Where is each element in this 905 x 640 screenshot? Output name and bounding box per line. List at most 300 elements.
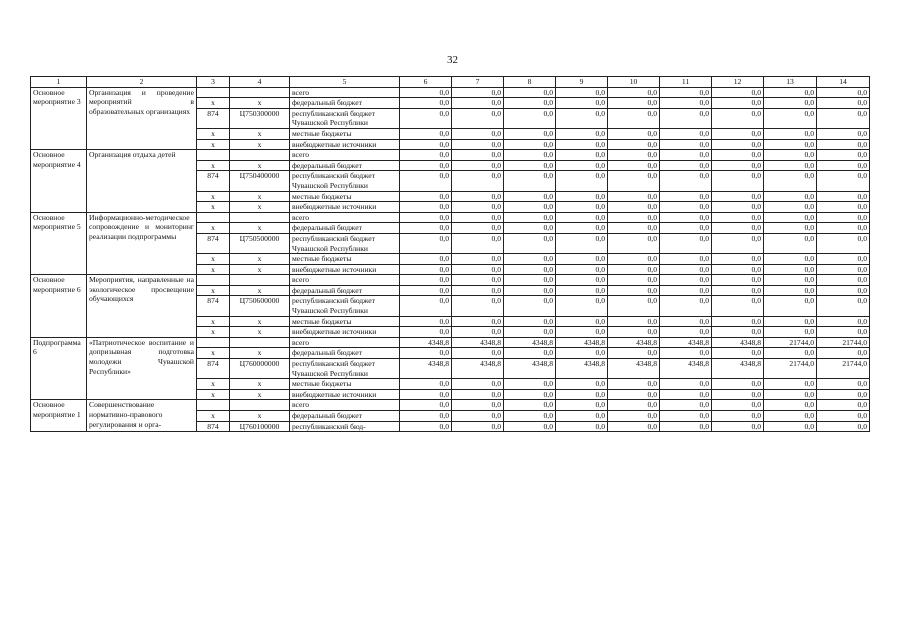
amount-cell: 0,0 [556, 171, 608, 191]
amount-cell: 4348,8 [556, 359, 608, 379]
amount-cell: 0,0 [608, 150, 660, 161]
amount-cell: 0,0 [608, 171, 660, 191]
amount-cell: 4348,8 [608, 359, 660, 379]
amount-cell: 0,0 [608, 285, 660, 296]
amount-cell: 0,0 [764, 128, 817, 139]
amount-cell: 0,0 [400, 285, 452, 296]
funding-source: всего [290, 400, 400, 411]
target-article-code: Ц760000000 [230, 359, 290, 379]
grbs-code: x [197, 285, 230, 296]
amount-cell: 0,0 [764, 389, 817, 400]
amount-cell: 0,0 [400, 139, 452, 150]
target-article-code [230, 337, 290, 348]
funding-source: республиканский бюд- [290, 421, 400, 432]
amount-cell: 0,0 [764, 285, 817, 296]
funding-source: всего [290, 150, 400, 161]
amount-cell: 0,0 [608, 254, 660, 265]
amount-cell: 0,0 [452, 400, 504, 411]
amount-cell: 0,0 [400, 275, 452, 286]
amount-cell: 0,0 [660, 348, 712, 359]
amount-cell: 0,0 [400, 87, 452, 98]
grbs-code: x [197, 379, 230, 390]
amount-cell: 0,0 [556, 160, 608, 171]
funding-source: федеральный бюджет [290, 160, 400, 171]
amount-cell: 0,0 [400, 400, 452, 411]
amount-cell: 0,0 [556, 98, 608, 109]
amount-cell: 4348,8 [504, 337, 556, 348]
header-cell: 1 [31, 77, 87, 88]
grbs-code [197, 337, 230, 348]
amount-cell: 0,0 [400, 411, 452, 422]
target-article-code: Ц750500000 [230, 233, 290, 253]
amount-cell: 0,0 [504, 316, 556, 327]
amount-cell: 0,0 [660, 411, 712, 422]
amount-cell: 4348,8 [504, 359, 556, 379]
amount-cell: 4348,8 [712, 359, 764, 379]
funding-source: республиканский бюджет Чувашской Республики [290, 359, 400, 379]
amount-cell: 0,0 [556, 379, 608, 390]
header-cell: 9 [556, 77, 608, 88]
amount-cell: 0,0 [660, 400, 712, 411]
amount-cell: 0,0 [452, 389, 504, 400]
amount-cell: 0,0 [660, 264, 712, 275]
target-article-code: x [230, 389, 290, 400]
amount-cell: 0,0 [764, 139, 817, 150]
amount-cell: 0,0 [400, 171, 452, 191]
amount-cell: 0,0 [504, 421, 556, 432]
amount-cell: 0,0 [660, 296, 712, 316]
amount-cell: 0,0 [400, 296, 452, 316]
amount-cell: 0,0 [452, 411, 504, 422]
amount-cell: 0,0 [660, 223, 712, 234]
grbs-code: 874 [197, 108, 230, 128]
target-article-code: x [230, 316, 290, 327]
grbs-code: x [197, 139, 230, 150]
amount-cell: 0,0 [452, 128, 504, 139]
page-number: 32 [447, 54, 458, 66]
grbs-code: x [197, 191, 230, 202]
funding-source: всего [290, 275, 400, 286]
amount-cell: 4348,8 [608, 337, 660, 348]
amount-cell: 0,0 [817, 275, 870, 286]
amount-cell: 0,0 [660, 389, 712, 400]
amount-cell: 0,0 [712, 139, 764, 150]
funding-source: республиканский бюджет Чувашской Республики [290, 108, 400, 128]
funding-source: местные бюджеты [290, 191, 400, 202]
amount-cell: 0,0 [504, 223, 556, 234]
amount-cell: 0,0 [712, 160, 764, 171]
amount-cell: 0,0 [712, 400, 764, 411]
amount-cell: 0,0 [556, 254, 608, 265]
amount-cell: 4348,8 [712, 337, 764, 348]
amount-cell: 0,0 [660, 108, 712, 128]
amount-cell: 0,0 [452, 233, 504, 253]
amount-cell: 0,0 [556, 139, 608, 150]
amount-cell: 0,0 [556, 275, 608, 286]
table-body [31, 87, 870, 432]
amount-cell: 0,0 [452, 285, 504, 296]
target-article-code: Ц750600000 [230, 296, 290, 316]
amount-cell: 0,0 [660, 316, 712, 327]
amount-cell: 0,0 [400, 212, 452, 223]
activity-label: Основное мероприятие 6 [31, 275, 87, 338]
funding-source: федеральный бюджет [290, 98, 400, 109]
amount-cell: 0,0 [452, 98, 504, 109]
amount-cell: 0,0 [764, 254, 817, 265]
amount-cell: 0,0 [817, 400, 870, 411]
header-cell: 2 [87, 77, 197, 88]
amount-cell: 0,0 [764, 348, 817, 359]
amount-cell: 0,0 [400, 421, 452, 432]
header-cell: 11 [660, 77, 712, 88]
amount-cell: 4348,8 [660, 359, 712, 379]
amount-cell: 0,0 [712, 411, 764, 422]
activity-label: Основное мероприятие 5 [31, 212, 87, 275]
amount-cell: 0,0 [504, 191, 556, 202]
amount-cell: 0,0 [400, 254, 452, 265]
amount-cell: 0,0 [712, 389, 764, 400]
target-article-code: x [230, 139, 290, 150]
grbs-code: x [197, 254, 230, 265]
activity-description: Организация и проведение мероприятий в образовательных организациях [87, 87, 197, 150]
amount-cell: 0,0 [556, 264, 608, 275]
amount-cell: 0,0 [556, 327, 608, 338]
amount-cell: 0,0 [504, 327, 556, 338]
amount-cell: 0,0 [452, 379, 504, 390]
amount-cell: 0,0 [504, 160, 556, 171]
amount-cell: 0,0 [608, 348, 660, 359]
target-article-code: x [230, 327, 290, 338]
amount-cell: 0,0 [556, 128, 608, 139]
amount-cell: 0,0 [608, 275, 660, 286]
amount-cell: 0,0 [660, 379, 712, 390]
amount-cell: 0,0 [608, 389, 660, 400]
grbs-code: x [197, 264, 230, 275]
activity-label: Основное мероприятие 3 [31, 87, 87, 150]
amount-cell: 0,0 [400, 191, 452, 202]
target-article-code: x [230, 160, 290, 171]
grbs-code: x [197, 348, 230, 359]
amount-cell: 0,0 [660, 202, 712, 213]
table-row [31, 150, 870, 161]
funding-source: республиканский бюджет Чувашской Республики [290, 296, 400, 316]
header-cell: 3 [197, 77, 230, 88]
amount-cell: 0,0 [400, 108, 452, 128]
funding-source: всего [290, 337, 400, 348]
amount-cell: 0,0 [452, 316, 504, 327]
amount-cell: 0,0 [764, 233, 817, 253]
funding-source: внебюджетные источники [290, 327, 400, 338]
funding-source: местные бюджеты [290, 379, 400, 390]
amount-cell: 0,0 [817, 202, 870, 213]
amount-cell: 0,0 [660, 139, 712, 150]
amount-cell: 0,0 [608, 233, 660, 253]
amount-cell: 0,0 [556, 411, 608, 422]
amount-cell: 0,0 [556, 296, 608, 316]
amount-cell: 0,0 [712, 327, 764, 338]
amount-cell: 0,0 [504, 411, 556, 422]
target-article-code: x [230, 411, 290, 422]
grbs-code: 874 [197, 359, 230, 379]
activity-description: Совершенствование нормативно-правового регулирования и орга- [87, 400, 197, 432]
amount-cell: 0,0 [660, 421, 712, 432]
amount-cell: 0,0 [608, 160, 660, 171]
amount-cell: 0,0 [452, 275, 504, 286]
amount-cell: 0,0 [817, 389, 870, 400]
amount-cell: 0,0 [817, 191, 870, 202]
amount-cell: 0,0 [452, 191, 504, 202]
amount-cell: 21744,0 [764, 337, 817, 348]
amount-cell: 0,0 [764, 275, 817, 286]
amount-cell: 0,0 [452, 421, 504, 432]
amount-cell: 0,0 [712, 264, 764, 275]
amount-cell: 4348,8 [660, 337, 712, 348]
funding-source: внебюджетные источники [290, 389, 400, 400]
header-cell: 13 [764, 77, 817, 88]
amount-cell: 0,0 [660, 254, 712, 265]
funding-source: внебюджетные источники [290, 202, 400, 213]
amount-cell: 0,0 [556, 348, 608, 359]
grbs-code: 874 [197, 421, 230, 432]
amount-cell: 0,0 [712, 150, 764, 161]
funding-source: федеральный бюджет [290, 348, 400, 359]
amount-cell: 0,0 [608, 296, 660, 316]
amount-cell: 0,0 [504, 108, 556, 128]
table-row [31, 87, 870, 98]
amount-cell: 0,0 [817, 223, 870, 234]
grbs-code [197, 275, 230, 286]
amount-cell: 0,0 [712, 379, 764, 390]
amount-cell: 0,0 [608, 98, 660, 109]
header-cell: 7 [452, 77, 504, 88]
amount-cell: 0,0 [712, 191, 764, 202]
target-article-code [230, 400, 290, 411]
amount-cell: 0,0 [817, 348, 870, 359]
grbs-code [197, 87, 230, 98]
amount-cell: 0,0 [452, 108, 504, 128]
amount-cell: 0,0 [504, 233, 556, 253]
grbs-code [197, 150, 230, 161]
amount-cell: 0,0 [712, 223, 764, 234]
header-row [31, 77, 870, 88]
amount-cell: 0,0 [712, 348, 764, 359]
header-cell: 10 [608, 77, 660, 88]
amount-cell: 0,0 [660, 275, 712, 286]
target-article-code: x [230, 98, 290, 109]
amount-cell: 0,0 [817, 327, 870, 338]
amount-cell: 0,0 [608, 264, 660, 275]
target-article-code [230, 275, 290, 286]
table-row [31, 212, 870, 223]
amount-cell: 0,0 [400, 233, 452, 253]
amount-cell: 0,0 [504, 98, 556, 109]
funding-source: внебюджетные источники [290, 264, 400, 275]
amount-cell: 0,0 [764, 98, 817, 109]
grbs-code: x [197, 128, 230, 139]
amount-cell: 0,0 [712, 212, 764, 223]
funding-source: федеральный бюджет [290, 285, 400, 296]
funding-source: местные бюджеты [290, 254, 400, 265]
amount-cell: 0,0 [608, 411, 660, 422]
amount-cell: 0,0 [556, 233, 608, 253]
amount-cell: 0,0 [764, 316, 817, 327]
activity-label: Основное мероприятие 1 [31, 400, 87, 432]
amount-cell: 0,0 [400, 264, 452, 275]
amount-cell: 0,0 [764, 327, 817, 338]
target-article-code: x [230, 223, 290, 234]
table-row [31, 337, 870, 348]
target-article-code: x [230, 191, 290, 202]
amount-cell: 0,0 [400, 202, 452, 213]
amount-cell: 0,0 [712, 296, 764, 316]
amount-cell: 0,0 [504, 389, 556, 400]
amount-cell: 0,0 [764, 160, 817, 171]
grbs-code: x [197, 316, 230, 327]
amount-cell: 0,0 [504, 400, 556, 411]
grbs-code [197, 212, 230, 223]
amount-cell: 0,0 [556, 191, 608, 202]
amount-cell: 0,0 [504, 150, 556, 161]
target-article-code: Ц750300000 [230, 108, 290, 128]
amount-cell: 0,0 [452, 223, 504, 234]
header-cell: 8 [504, 77, 556, 88]
grbs-code: 874 [197, 233, 230, 253]
header-cell: 5 [290, 77, 400, 88]
amount-cell: 0,0 [712, 87, 764, 98]
amount-cell: 0,0 [608, 87, 660, 98]
amount-cell: 0,0 [452, 264, 504, 275]
header-cell: 14 [817, 77, 870, 88]
grbs-code: 874 [197, 171, 230, 191]
amount-cell: 0,0 [556, 285, 608, 296]
target-article-code [230, 87, 290, 98]
amount-cell: 0,0 [608, 421, 660, 432]
amount-cell: 0,0 [452, 150, 504, 161]
funding-source: федеральный бюджет [290, 223, 400, 234]
amount-cell: 0,0 [712, 98, 764, 109]
amount-cell: 4348,8 [400, 359, 452, 379]
amount-cell: 0,0 [452, 160, 504, 171]
amount-cell: 0,0 [660, 160, 712, 171]
amount-cell: 0,0 [556, 421, 608, 432]
target-article-code: Ц750400000 [230, 171, 290, 191]
target-article-code [230, 150, 290, 161]
target-article-code: x [230, 254, 290, 265]
amount-cell: 0,0 [608, 400, 660, 411]
amount-cell: 0,0 [504, 202, 556, 213]
funding-source: федеральный бюджет [290, 411, 400, 422]
amount-cell: 0,0 [764, 400, 817, 411]
amount-cell: 0,0 [817, 150, 870, 161]
amount-cell: 0,0 [764, 171, 817, 191]
funding-source: местные бюджеты [290, 128, 400, 139]
activity-label: Подпрограмма 6 [31, 337, 87, 400]
amount-cell: 0,0 [764, 212, 817, 223]
target-article-code: x [230, 264, 290, 275]
target-article-code: x [230, 348, 290, 359]
amount-cell: 0,0 [817, 285, 870, 296]
target-article-code: x [230, 379, 290, 390]
funding-source: местные бюджеты [290, 316, 400, 327]
amount-cell: 0,0 [817, 108, 870, 128]
amount-cell: 0,0 [452, 87, 504, 98]
amount-cell: 4348,8 [452, 337, 504, 348]
amount-cell: 0,0 [764, 223, 817, 234]
amount-cell: 4348,8 [452, 359, 504, 379]
amount-cell: 0,0 [452, 212, 504, 223]
grbs-code: x [197, 160, 230, 171]
amount-cell: 0,0 [712, 285, 764, 296]
amount-cell: 0,0 [764, 87, 817, 98]
amount-cell: 0,0 [556, 87, 608, 98]
amount-cell: 0,0 [400, 348, 452, 359]
amount-cell: 21744,0 [817, 359, 870, 379]
amount-cell: 0,0 [817, 296, 870, 316]
grbs-code: x [197, 223, 230, 234]
amount-cell: 0,0 [556, 202, 608, 213]
amount-cell: 0,0 [504, 379, 556, 390]
target-article-code [230, 212, 290, 223]
amount-cell: 0,0 [400, 316, 452, 327]
amount-cell: 0,0 [452, 348, 504, 359]
amount-cell: 0,0 [504, 285, 556, 296]
amount-cell: 0,0 [400, 160, 452, 171]
header-cell: 12 [712, 77, 764, 88]
amount-cell: 0,0 [660, 212, 712, 223]
amount-cell: 0,0 [712, 254, 764, 265]
amount-cell: 0,0 [608, 128, 660, 139]
amount-cell: 0,0 [556, 400, 608, 411]
amount-cell: 0,0 [400, 389, 452, 400]
amount-cell: 0,0 [452, 171, 504, 191]
amount-cell: 0,0 [452, 327, 504, 338]
activity-description: Информационно-методическое сопровождение и мониторинг реализации подпрограммы [87, 212, 197, 275]
amount-cell: 0,0 [764, 150, 817, 161]
amount-cell: 0,0 [712, 128, 764, 139]
amount-cell: 0,0 [764, 108, 817, 128]
amount-cell: 0,0 [608, 139, 660, 150]
funding-source: республиканский бюджет Чувашской Республики [290, 233, 400, 253]
amount-cell: 4348,8 [556, 337, 608, 348]
amount-cell: 0,0 [817, 87, 870, 98]
amount-cell: 0,0 [608, 191, 660, 202]
target-article-code: x [230, 285, 290, 296]
amount-cell: 0,0 [764, 379, 817, 390]
target-article-code: x [230, 128, 290, 139]
amount-cell: 0,0 [764, 411, 817, 422]
amount-cell: 21744,0 [764, 359, 817, 379]
amount-cell: 0,0 [452, 139, 504, 150]
amount-cell: 0,0 [660, 98, 712, 109]
amount-cell: 0,0 [556, 316, 608, 327]
amount-cell: 0,0 [556, 212, 608, 223]
amount-cell: 0,0 [608, 327, 660, 338]
amount-cell: 0,0 [660, 128, 712, 139]
activity-label: Основное мероприятие 4 [31, 150, 87, 213]
amount-cell: 0,0 [400, 128, 452, 139]
amount-cell: 0,0 [452, 296, 504, 316]
amount-cell: 4348,8 [400, 337, 452, 348]
amount-cell: 0,0 [608, 108, 660, 128]
amount-cell: 0,0 [712, 108, 764, 128]
amount-cell: 0,0 [817, 421, 870, 432]
activity-description: Организация отдыха детей [87, 150, 197, 213]
amount-cell: 0,0 [660, 171, 712, 191]
funding-source: республиканский бюджет Чувашской Республики [290, 171, 400, 191]
amount-cell: 0,0 [556, 389, 608, 400]
amount-cell: 0,0 [608, 316, 660, 327]
amount-cell: 0,0 [660, 87, 712, 98]
